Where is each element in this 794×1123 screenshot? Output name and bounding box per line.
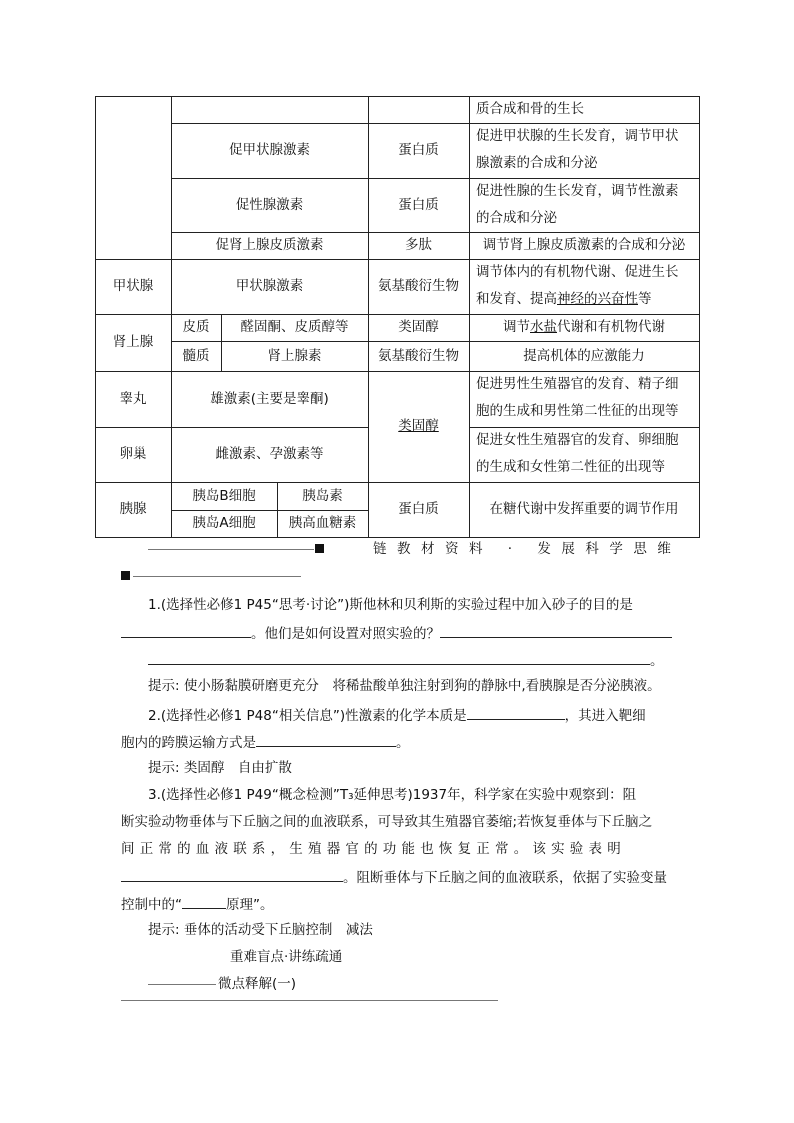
table-cell: 调节水盐代谢和有机物代谢 — [503, 319, 665, 335]
table-cell: 雌激素、孕激素等 — [215, 446, 324, 462]
section-rule-right — [133, 576, 301, 577]
table-cell: 促性腺激素 — [235, 196, 304, 213]
answer-blank[interactable] — [467, 705, 565, 720]
table-cell: 肾上腺素 — [267, 347, 322, 364]
answer-blank[interactable] — [182, 894, 226, 909]
answer-blank[interactable] — [121, 623, 251, 638]
table-cell: 促进男性生殖器官的发育、精子细 胞的生成和男性第二性征的出现等 — [476, 376, 679, 419]
table-cell: 皮质 — [182, 319, 210, 335]
q1-line3: 。 — [148, 650, 664, 670]
table-cell: 在糖代谢中发挥重要的调节作用 — [489, 501, 679, 517]
q2-hint: 提示: 类固醇 自由扩散 — [148, 760, 292, 776]
square-bullet-icon — [315, 544, 324, 553]
table-cell: 肾上腺 — [112, 334, 154, 350]
table-cell: 胰岛素 — [302, 487, 343, 504]
table-cell: 促甲状腺激素 — [229, 142, 310, 158]
table-cell: 醛固酮、皮质醇等 — [240, 319, 349, 335]
table-cell: 胰岛A细胞 — [192, 515, 256, 531]
square-bullet-icon — [121, 571, 130, 580]
table-cell: 卵巢 — [119, 446, 147, 462]
q3-line1: 3.(选择性必修1 P49“概念检测”T₃延伸思考)1937年，科学家在实验中观察到：阻 — [148, 787, 637, 803]
footer-rule-short — [148, 984, 216, 985]
q1-line2: 。他们是如何设置对照实验的？ — [121, 623, 672, 643]
table-cell: 多肽 — [405, 237, 432, 253]
answer-blank[interactable] — [121, 867, 343, 882]
table-cell: 促进女性生殖器官的发育、卵细胞 的生成和女性第二性征的出现等 — [476, 432, 679, 475]
table-rule — [699, 96, 700, 538]
table-cell: 促进甲状腺的生长发育，调节甲状 腺激素的合成和分泌 — [476, 128, 679, 171]
table-cell: 胰岛B细胞 — [192, 487, 256, 504]
table-cell: 髓质 — [182, 347, 210, 364]
q1-line1: 1.(选择性必修1 P45“思考·讨论”)斯他林和贝利斯的实验过程中加入砂子的目的是 — [148, 597, 633, 613]
table-cell: 促肾上腺皮质激素 — [215, 237, 324, 253]
table-cell: 调节体内的有机物代谢、促进生长 和发育、提高神经的兴奋性等 — [476, 264, 679, 307]
q3-hint: 提示: 垂体的活动受下丘脑控制 减法 — [148, 922, 373, 938]
q3-line3: 间正常的血液联系，生殖器官的功能也恢复正常。该实验表明 — [121, 841, 626, 857]
table-cell: 调节肾上腺皮质激素的合成和分泌 — [482, 237, 686, 253]
table-cell: 蛋白质 — [398, 142, 439, 158]
table-cell: 质合成和骨的生长 — [476, 101, 584, 117]
table-cell: 雄激素(主要是睾酮) — [210, 390, 329, 407]
q3-line5: 控制中的“ 原理”。 — [121, 894, 274, 914]
table-cell: 类固醇 — [398, 418, 439, 434]
table-rule — [95, 537, 699, 538]
q3-line2: 断实验动物垂体与下丘脑之间的血液联系，可导致其生殖器官萎缩;若恢复垂体与下丘脑之 — [121, 814, 653, 830]
answer-blank[interactable] — [440, 623, 672, 638]
table-cell: 胰高血糖素 — [288, 515, 357, 531]
section-rule-left — [148, 549, 314, 550]
table-cell: 促进性腺的生长发育，调节性激素 的合成和分泌 — [476, 183, 679, 226]
table-cell: 提高机体的应激能力 — [523, 347, 645, 364]
table-cell: 类固醇 — [398, 319, 439, 335]
table-cell: 蛋白质 — [398, 501, 439, 517]
footer-sub: 微点释解(一) — [218, 976, 297, 992]
table-cell: 甲状腺激素 — [235, 278, 304, 294]
table-cell: 氨基酸衍生物 — [378, 278, 459, 294]
table-cell: 睾丸 — [119, 390, 147, 407]
q2-line1: 2.(选择性必修1 P48“相关信息”)性激素的化学本质是 ，其进入靶细 — [148, 705, 646, 725]
footer-heading: 重难盲点·讲练疏通 — [230, 949, 343, 965]
table-cell: 蛋白质 — [398, 196, 439, 213]
table-cell: 氨基酸衍生物 — [378, 347, 459, 364]
table-cell: 甲状腺 — [112, 278, 154, 294]
answer-blank[interactable] — [148, 650, 650, 665]
q3-line4: 。阻断垂体与下丘脑之间的血液联系，依据了实验变量 — [121, 867, 667, 887]
section-title: 链教材资料 · 发展科学思维 — [373, 541, 682, 557]
q2-line2: 胞内的跨膜运输方式是 。 — [121, 732, 410, 752]
answer-blank[interactable] — [256, 732, 396, 747]
table-cell: 胰腺 — [119, 501, 147, 517]
footer-rule-long — [121, 1000, 498, 1001]
q1-hint: 提示: 使小肠黏膜研磨更充分 将稀盐酸单独注射到狗的静脉中,看胰腺是否分泌胰液。 — [148, 678, 661, 694]
